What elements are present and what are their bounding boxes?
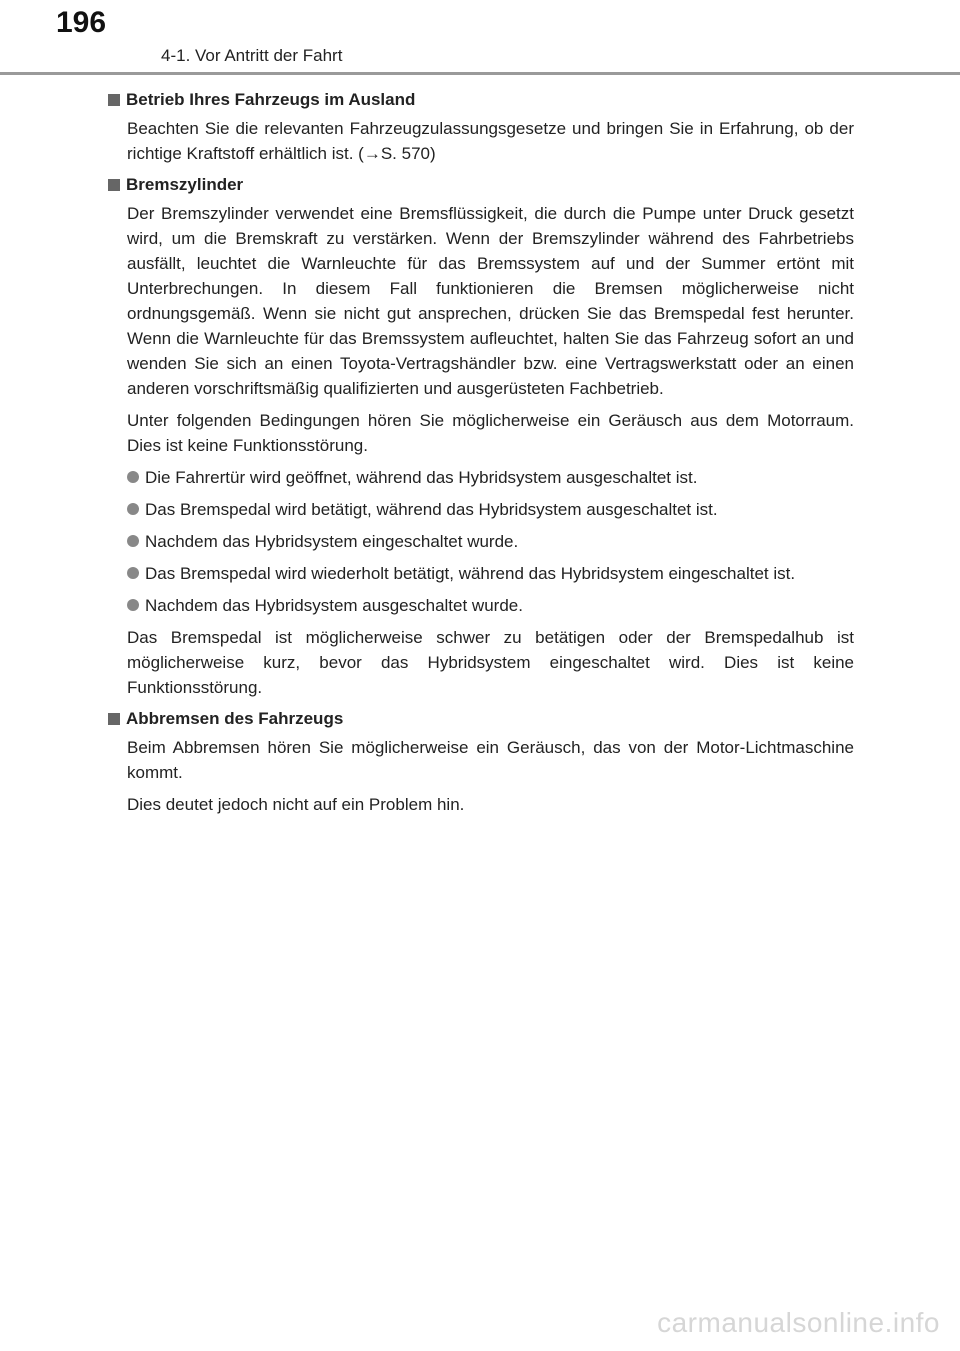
paragraph: Beachten Sie die relevanten Fahrzeugzulassungsgesetze und bringen Sie in Erfahrung, ob der richtige Kraftstoff erhältlich ist. (→S. 570) bbox=[127, 119, 854, 163]
list-item bbox=[127, 593, 854, 618]
section-heading bbox=[108, 88, 854, 112]
list-item bbox=[127, 497, 854, 522]
section-title: Betrieb Ihres Fahrzeugs im Ausland bbox=[126, 90, 416, 109]
section-title: Abbremsen des Fahrzeugs bbox=[126, 709, 344, 728]
list-item-text: Das Bremspedal wird betätigt, während das Hybridsystem ausgeschaltet ist. bbox=[145, 500, 718, 519]
paragraph: Das Bremspedal ist möglicherweise schwer zu betätigen oder der Bremspedalhub ist möglicherweise kurz, bevor das Hybridsystem eingeschaltet wird. Dies ist keine Funktionsstörung. bbox=[127, 628, 854, 697]
list-item bbox=[127, 529, 854, 554]
list-item-text: Nachdem das Hybridsystem ausgeschaltet wurde. bbox=[145, 596, 523, 615]
page-header bbox=[0, 0, 960, 80]
section-title: Bremszylinder bbox=[126, 175, 244, 194]
watermark: carmanualsonline.info bbox=[657, 1307, 940, 1338]
round-bullet-icon bbox=[127, 535, 139, 547]
paragraph: Dies deutet jedoch nicht auf ein Problem hin. bbox=[127, 795, 465, 814]
square-bullet-icon bbox=[108, 179, 120, 191]
paragraph: Unter folgenden Bedingungen hören Sie möglicherweise ein Geräusch aus dem Motorraum. Dies ist keine Funktionsstörung. bbox=[127, 411, 854, 455]
round-bullet-icon bbox=[127, 471, 139, 483]
section-heading bbox=[108, 173, 854, 197]
round-bullet-icon bbox=[127, 599, 139, 611]
paragraph: Der Bremszylinder verwendet eine Bremsflüssigkeit, die durch die Pumpe unter Druck gesetzt wird, um die Bremskraft zu verstärken. Wenn der Bremszylinder während des Fahrbetriebs ausfällt, leuchtet die Warnleuchte für das Bremssystem auf und der Summer ertönt mit Unterbrechungen. In diesem Fall funktionieren die Bremsen möglicherweise nicht ordnungsgemäß. Wenn sie nicht gut ansprechen, drücken Sie das Bremspedal fest herunter. Wenn die Warnleuchte für das Bremssystem aufleuchtet, halten Sie das Fahrzeug sofort an und wenden Sie sich an einen Toyota-Vertragshändler bzw. eine Vertragswerkstatt oder an einen anderen vorschriftsmäßig qualifizierten und ausgerüsteten Fachbetrieb. bbox=[127, 204, 854, 398]
main-content bbox=[108, 88, 854, 824]
page-number: 196 bbox=[56, 6, 107, 39]
square-bullet-icon bbox=[108, 94, 120, 106]
list-item-text: Das Bremspedal wird wiederholt betätigt, während das Hybridsystem eingeschaltet ist. bbox=[145, 564, 796, 583]
list-item bbox=[127, 465, 854, 490]
list-item bbox=[127, 561, 854, 586]
round-bullet-icon bbox=[127, 567, 139, 579]
list-item-text: Nachdem das Hybridsystem eingeschaltet wurde. bbox=[145, 532, 519, 551]
header-rule bbox=[0, 72, 960, 75]
list-item-text: Die Fahrertür wird geöffnet, während das Hybridsystem ausgeschaltet ist. bbox=[145, 468, 698, 487]
chapter-title: 4-1. Vor Antritt der Fahrt bbox=[161, 46, 343, 65]
paragraph: Beim Abbremsen hören Sie möglicherweise ein Geräusch, das von der Motor-Lichtmaschine kommt. bbox=[127, 738, 854, 782]
round-bullet-icon bbox=[127, 503, 139, 515]
section-heading bbox=[108, 707, 854, 731]
square-bullet-icon bbox=[108, 713, 120, 725]
